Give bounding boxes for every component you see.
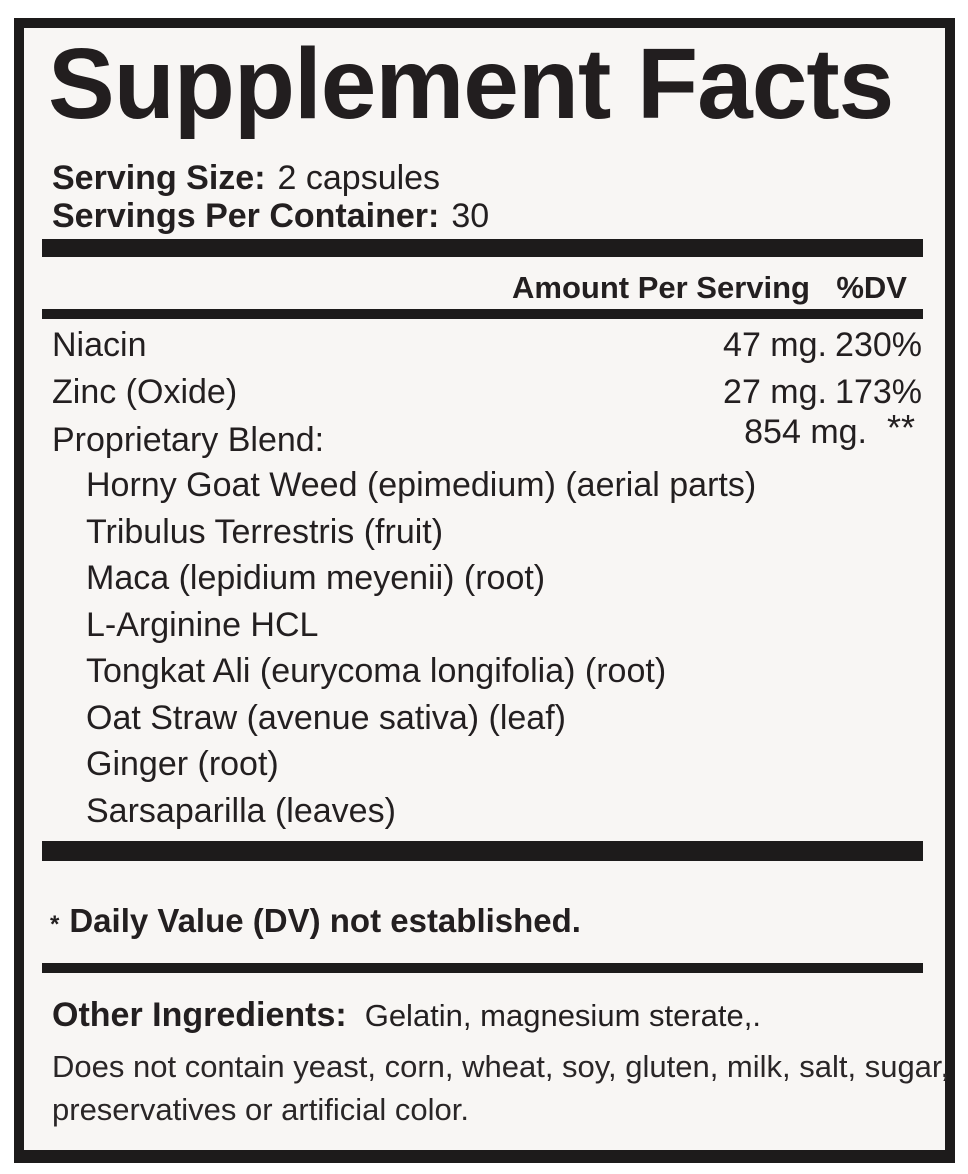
nutrient-dv: 173% bbox=[835, 373, 922, 411]
nutrient-amount: 27 mg. bbox=[723, 373, 827, 411]
nutrient-name: Proprietary Blend: bbox=[52, 421, 325, 459]
panel-title: Supplement Facts bbox=[48, 28, 894, 140]
blend-item: Maca (lepidium meyenii) (root) bbox=[86, 559, 546, 597]
disclaimer-line-1: Does not contain yeast, corn, wheat, soy, gluten, milk, salt, sugar, bbox=[52, 1049, 950, 1084]
daily-value-footnote bbox=[50, 901, 581, 945]
blend-item: L-Arginine HCL bbox=[86, 605, 319, 644]
separator-bar-bottom bbox=[42, 963, 923, 973]
footnote-asterisk: * bbox=[50, 911, 60, 938]
blend-item: Sarsaparilla (leaves) bbox=[86, 791, 396, 830]
other-ingredients-label: Other Ingredients: bbox=[52, 996, 347, 1034]
nutrient-dv-asterisks: ** bbox=[886, 407, 915, 448]
blend-item: Ginger (root) bbox=[86, 745, 279, 783]
blend-item: Tongkat Ali (eurycoma longifolia) (root) bbox=[86, 652, 667, 690]
percent-dv-header: %DV bbox=[836, 270, 907, 305]
separator-bar-mid bbox=[42, 841, 923, 861]
serving-size-value: 2 capsules bbox=[277, 159, 441, 197]
serving-size-label: Serving Size: bbox=[52, 159, 266, 197]
amount-per-serving-header: Amount Per Serving bbox=[512, 270, 810, 305]
servings-per-container-label: Servings Per Container: bbox=[52, 197, 440, 235]
separator-bar-header bbox=[42, 309, 923, 319]
nutrient-dv: 230% bbox=[835, 326, 922, 364]
disclaimer-line-2: preservatives or artificial color. bbox=[52, 1092, 469, 1127]
servings-per-container-value: 30 bbox=[451, 197, 490, 235]
footnote-text: Daily Value (DV) not established. bbox=[69, 902, 581, 939]
other-ingredients-row bbox=[52, 994, 761, 1037]
nutrient-amount: 47 mg. bbox=[723, 326, 827, 364]
separator-bar-top bbox=[42, 239, 923, 257]
other-ingredients-value: Gelatin, magnesium sterate,. bbox=[364, 998, 761, 1033]
nutrient-name: Zinc (Oxide) bbox=[52, 373, 238, 411]
blend-item: Oat Straw (avenue sativa) (leaf) bbox=[86, 698, 566, 737]
servings-per-container-row bbox=[52, 197, 489, 235]
blend-item: Tribulus Terrestris (fruit) bbox=[86, 512, 444, 551]
blend-item: Horny Goat Weed (epimedium) (aerial parts) bbox=[86, 466, 757, 504]
serving-size-row bbox=[52, 159, 440, 197]
nutrient-name: Niacin bbox=[52, 326, 147, 364]
supplement-facts-panel bbox=[14, 18, 955, 1163]
blend-ingredient-list bbox=[86, 462, 756, 834]
nutrient-amount: 854 mg. bbox=[744, 413, 867, 451]
